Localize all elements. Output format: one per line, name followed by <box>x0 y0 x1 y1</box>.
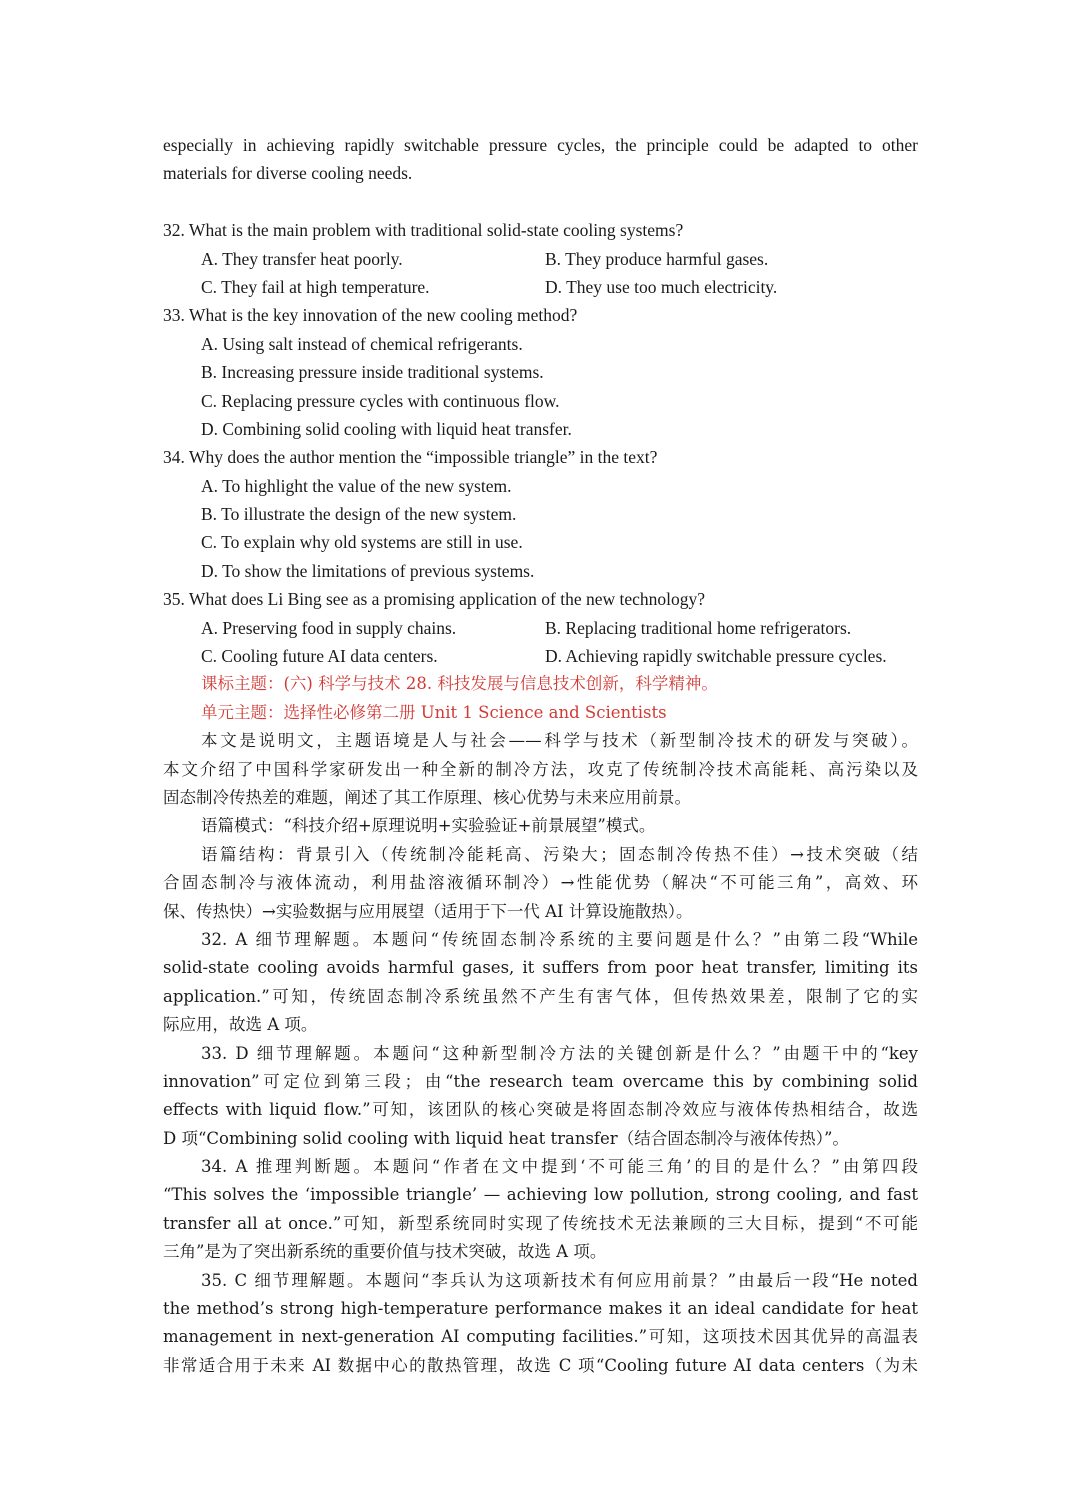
theme-block <box>163 670 918 727</box>
option-d: D. Achieving rapidly switchable pressure cycles. <box>545 646 887 667</box>
option-c: C. They fail at high temperature. <box>201 276 430 297</box>
answer-line: “This solves the ‘impossible triangle’ — achieving low pollution, strong cooling, and fast <box>163 1185 918 1205</box>
passage-analysis <box>163 727 918 926</box>
answer-32 <box>163 926 918 1040</box>
answer-line: 32. A 细节理解题。本题问“传统固态制冷系统的主要问题是什么？”由第二段“While <box>201 929 918 949</box>
option-a: A. Using salt instead of chemical refrigerants. <box>201 333 523 354</box>
option-b: B. Replacing traditional home refrigerators. <box>545 617 852 638</box>
page-content <box>163 131 918 1380</box>
question-32 <box>163 216 918 301</box>
option-b: B. To illustrate the design of the new system. <box>201 504 517 525</box>
answer-35 <box>163 1267 918 1381</box>
passage-line: especially in achieving rapidly switchable pressure cycles, the principle could be adapted to other <box>163 135 918 155</box>
analysis-line: 本文介绍了中国科学家研发出一种全新的制冷方法，攻克了传统制冷技术高能耗、高污染以及 <box>163 759 918 779</box>
option-a: A. They transfer heat poorly. <box>201 248 403 269</box>
answer-line: 三角”是为了突出新系统的重要价值与技术突破，故选 A 项。 <box>163 1242 607 1262</box>
passage-line: materials for diverse cooling needs. <box>163 163 413 184</box>
answer-line: 际应用，故选 A 项。 <box>163 1015 318 1035</box>
answer-line: 33. D 细节理解题。本题问“这种新型制冷方法的关键创新是什么？”由题干中的“key <box>201 1043 918 1063</box>
question-34 <box>163 443 918 585</box>
analysis-line: 保、传热快）→实验数据与应用展望（适用于下一代 AI 计算设施散热）。 <box>163 901 693 921</box>
option-c: C. To explain why old systems are still in use. <box>201 532 523 553</box>
question-stem: 34. Why does the author mention the “impossible triangle” in the text? <box>163 447 658 468</box>
question-stem: 35. What does Li Bing see as a promising application of the new technology? <box>163 589 706 610</box>
question-35 <box>163 585 918 670</box>
answer-line: 35. C 细节理解题。本题问“李兵认为这项新技术有何应用前景？”由最后一段“He noted <box>201 1270 918 1290</box>
answer-line: 非常适合用于未来 AI 数据中心的散热管理，故选 C 项“Cooling future AI data centers（为未 <box>163 1355 918 1375</box>
answer-line: solid-state cooling avoids harmful gases, it suffers from poor heat transfer, limiting its <box>163 958 918 978</box>
option-b: B. They produce harmful gases. <box>545 248 769 269</box>
question-stem: 33. What is the key innovation of the new cooling method? <box>163 305 578 326</box>
option-c: C. Cooling future AI data centers. <box>201 646 438 667</box>
option-d: D. To show the limitations of previous systems. <box>201 560 535 581</box>
analysis-line: 本文是说明文，主题语境是人与社会——科学与技术（新型制冷技术的研发与突破）。 <box>201 731 918 751</box>
answer-line: D 项“Combining solid cooling with liquid heat transfer（结合固态制冷与液体传热）”。 <box>163 1128 849 1148</box>
question-stem: 32. What is the main problem with traditional solid-state cooling systems? <box>163 220 684 241</box>
option-a: A. Preserving food in supply chains. <box>201 617 457 638</box>
analysis-line: 语篇模式：“科技介绍+原理说明+实验验证+前景展望”模式。 <box>201 816 656 836</box>
answer-33 <box>163 1040 918 1154</box>
option-c: C. Replacing pressure cycles with continuous flow. <box>201 390 560 411</box>
option-a: A. To highlight the value of the new system. <box>201 475 512 496</box>
answer-line: application.”可知，传统固态制冷系统虽然不产生有害气体，但传热效果差，限制了它的实 <box>163 986 918 1006</box>
analysis-line: 合固态制冷与液体流动，利用盐溶液循环制冷）→性能优势（解决“不可能三角”，高效、环 <box>163 873 918 893</box>
answer-line: transfer all at once.”可知，新型系统同时实现了传统技术无法兼顾的三大目标，提到“不可能 <box>163 1213 918 1233</box>
unit-theme: 单元主题：选择性必修第二册 Unit 1 Science and Scientists <box>201 702 667 722</box>
option-d: D. They use too much electricity. <box>545 276 778 297</box>
answer-line: the method’s strong high-temperature performance makes it an ideal candidate for heat <box>163 1299 918 1319</box>
answer-line: management in next-generation AI computing facilities.”可知，这项技术因其优异的高温表 <box>163 1327 918 1347</box>
option-d: D. Combining solid cooling with liquid heat transfer. <box>201 418 572 439</box>
answer-line: 34. A 推理判断题。本题问“作者在文中提到‘不可能三角’的目的是什么？”由第四段 <box>201 1157 918 1177</box>
answer-line: effects with liquid flow.”可知，该团队的核心突破是将固态制冷效应与液体传热相结合，故选 <box>163 1100 918 1120</box>
passage-tail <box>163 131 918 188</box>
answer-34 <box>163 1153 918 1267</box>
question-33 <box>163 301 918 443</box>
analysis-line: 语篇结构：背景引入（传统制冷能耗高、污染大；固态制冷传热不佳）→技术突破（结 <box>201 844 918 864</box>
answer-line: innovation”可定位到第三段；由“the research team overcame this by combining solid <box>163 1071 918 1091</box>
analysis-line: 固态制冷传热差的难题，阐述了其工作原理、核心优势与未来应用前景。 <box>163 787 691 807</box>
option-grid <box>163 614 918 671</box>
option-b: B. Increasing pressure inside traditional systems. <box>201 362 544 383</box>
option-grid <box>163 245 918 302</box>
curriculum-theme: 课标主题：(六) 科学与技术 28. 科技发展与信息技术创新，科学精神。 <box>201 674 718 694</box>
spacer <box>163 188 918 216</box>
